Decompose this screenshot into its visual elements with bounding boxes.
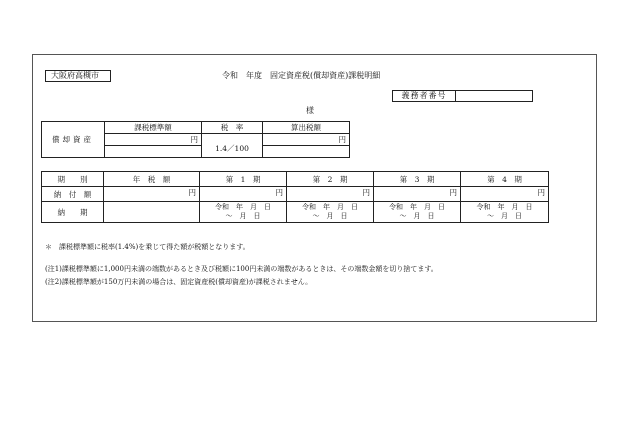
installment-table xyxy=(41,171,549,223)
header-tax-base: 課税標準額 xyxy=(105,122,202,134)
period-1-label: 第 1 期 xyxy=(200,172,287,187)
annual-tax-unit: 円 xyxy=(104,187,200,202)
annual-tax-label: 年 税 額 xyxy=(104,172,200,187)
table-row xyxy=(42,202,549,223)
document-title: 令和 年度 固定資産税(償却資産)課税明細 xyxy=(222,71,381,80)
tax-base-blank xyxy=(105,146,202,158)
period-1-unit: 円 xyxy=(200,187,287,202)
tax-base-value: 円 xyxy=(105,134,202,146)
period-2-label: 第 2 期 xyxy=(287,172,374,187)
period-2-unit: 円 xyxy=(287,187,374,202)
payment-amount-label: 納 付 額 xyxy=(42,187,104,202)
taxpayer-number-field[interactable] xyxy=(456,91,532,101)
city-label: 大阪府高槻市 xyxy=(45,70,111,82)
period-3-due-date: 令和 年 月 日 〜 月 日 xyxy=(374,202,461,223)
period-4-due-date: 令和 年 月 日 〜 月 日 xyxy=(461,202,549,223)
taxpayer-number-box xyxy=(392,90,533,102)
calculated-tax-blank xyxy=(263,146,350,158)
header-tax-rate: 税 率 xyxy=(202,122,263,134)
table-row xyxy=(42,172,549,187)
taxpayer-number-label: 義務者番号 xyxy=(393,91,456,101)
period-3-label: 第 3 期 xyxy=(374,172,461,187)
star-note: ＊ 課税標準額に税率(1.4%)を乗じて得た額が税額となります。 xyxy=(45,243,250,251)
note-1: (注1)課税標準額に1,000円未満の端数があるとき及び税額に100円未満の端数があるときは、その端数金額を切り捨てます。 xyxy=(45,265,438,273)
period-4-label: 第 4 期 xyxy=(461,172,549,187)
period-2-due-date: 令和 年 月 日 〜 月 日 xyxy=(287,202,374,223)
period-3-unit: 円 xyxy=(374,187,461,202)
due-date-label: 納 期 xyxy=(42,202,104,223)
period-label: 期 別 xyxy=(42,172,104,187)
period-1-due-date: 令和 年 月 日 〜 月 日 xyxy=(200,202,287,223)
table-row xyxy=(42,187,549,202)
row-label-depreciable-assets: 償却資産 xyxy=(42,122,105,158)
note-2: (注2)課税標準額が150万円未満の場合は、固定資産税(償却資産)が課税されません。 xyxy=(45,278,313,286)
period-4-unit: 円 xyxy=(461,187,549,202)
tax-rate-value: 1.4／100 xyxy=(202,134,263,158)
calculated-tax-value: 円 xyxy=(263,134,350,146)
header-calculated-tax: 算出税額 xyxy=(263,122,350,134)
summary-table xyxy=(41,121,350,158)
annual-due-blank xyxy=(104,202,200,223)
honorific-label: 様 xyxy=(306,106,314,115)
